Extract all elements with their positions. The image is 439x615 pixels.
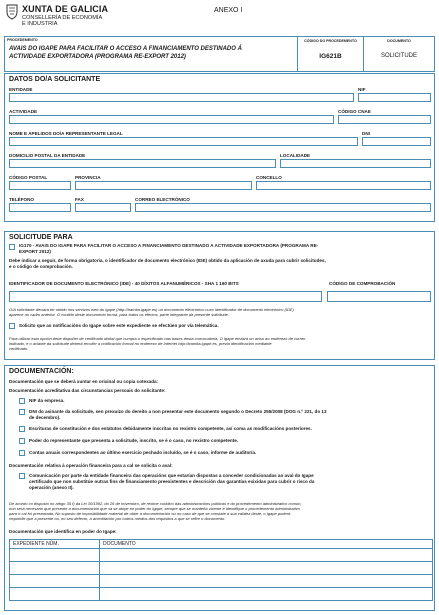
doc-nif-label: NIF da empresa. xyxy=(29,398,65,403)
documento-cell[interactable] xyxy=(100,549,433,562)
documento-cell[interactable] xyxy=(100,588,433,601)
expediente-cell[interactable] xyxy=(10,549,100,562)
council-field[interactable] xyxy=(256,181,431,190)
procedure-code-value: IG621B xyxy=(319,53,342,60)
province-field[interactable] xyxy=(75,181,252,190)
doc-dni-checkbox[interactable] xyxy=(19,409,25,415)
declaration-note-line-1: O/A solicitante declara ter obtido nos servizos web do Igape (http://tramita.igape.es) un documento electrónico cuxo identificador de documento electrónico (IDE) xyxy=(9,307,294,312)
phone-field[interactable] xyxy=(9,203,71,212)
documento-column-header: DOCUMENTO xyxy=(100,540,433,549)
table-row xyxy=(10,588,433,601)
telematic-note-line-3: certificado. xyxy=(9,346,29,351)
cnae-field[interactable] xyxy=(338,115,431,124)
ig170-option-line-2: EXPORT 2012) xyxy=(19,249,51,254)
bank-communication-line-2: certificado que non substitúe outras fins de financiamento preexistentes e descrición das garantías exixidas para cubrir o risco da xyxy=(29,479,315,484)
phone-label: TELÉFONO xyxy=(9,197,35,202)
entity-label: ENTIDADE xyxy=(9,87,33,92)
address-label: DOMICILIO POSTAL DA ENTIDADE xyxy=(9,153,86,158)
ide-field[interactable] xyxy=(9,291,322,302)
telematic-note-line-2: indicado, e o aviante da solicitude deberá recoller a notificación formal no enderezo de Internet http://tramita.igape.es, previa identificación mediante xyxy=(9,341,272,346)
igape-docs-header-row xyxy=(10,540,433,549)
expediente-column-header: EXPEDIENTE NÚM. xyxy=(10,540,100,549)
igape-docs-table xyxy=(9,539,433,601)
expediente-cell[interactable] xyxy=(10,588,100,601)
legal-note-line-3: para o cal foi presentada. No suposto de imposibilidade material de obter a documentación ou no caso de que se constate a súa validez deste, o Igape poderá xyxy=(9,511,291,516)
doc-power-label: Poder do representante que presenta a solicitude, inscrito, se é o caso, no rexistro competente. xyxy=(29,438,239,443)
financial-docs-heading: Documentación relativa á operación financeira para a cal se solicita o aval: xyxy=(9,463,173,468)
telematic-notification-label: Solicito que as notificacións do Igape sobre este expediente se efectúen por vía telemática. xyxy=(19,323,219,328)
ig170-option-line-1: IG170 - AVAIS DO IGAPE PARA FACILITAR O ACCESO A FINANCIAMENTO DESTINADO A ACTIVIDADE EXPORTADORA (PROGRAMA RE- xyxy=(19,243,319,248)
expediente-cell[interactable] xyxy=(10,575,100,588)
org-name: XUNTA DE GALICIA xyxy=(22,4,109,14)
nif-label: NIF xyxy=(358,87,366,92)
documento-cell[interactable] xyxy=(100,562,433,575)
doc-dni-label xyxy=(29,409,433,421)
documentation-intro: Documentación que se deberá xuntar en orixinal ou copia cotexada: xyxy=(9,379,159,384)
applicant-section xyxy=(4,73,435,222)
procedure-code-label: CÓDIGO DO PROCEDEMENTO xyxy=(304,39,357,43)
telematic-notification-note xyxy=(9,336,433,351)
org-subtitle xyxy=(22,15,142,27)
org-sub-line-2: E INDUSTRIA xyxy=(22,21,58,27)
document-type-label: DOCUMENTO xyxy=(387,39,411,43)
document-type-value: SOLICITUDE xyxy=(380,53,417,59)
ig170-option-text xyxy=(19,243,429,255)
ide-label: IDENTIFICADOR DE DOCUMENTO ELECTRÓNICO (IDE) - 40 DÍXITOS ALFANUMÉRICOS - SHA 1 160 BITS xyxy=(9,281,239,286)
personal-docs-heading: Documentación acreditativa das circunstancias persoais do solicitante: xyxy=(9,388,166,393)
annex-label: ANEXO I xyxy=(214,7,243,14)
legal-note-line-1: De acordo co disposto no artigo 35 f) da Lei 30/1992, do 26 de novembro, de réxime xurídico das administracións públicas e do procedemento administrativo común, xyxy=(9,501,302,506)
doc-deeds-checkbox[interactable] xyxy=(19,426,25,432)
entity-field[interactable] xyxy=(9,93,354,102)
documentation-section xyxy=(4,365,435,611)
legal-note xyxy=(9,501,433,521)
page-header xyxy=(4,3,435,37)
documentation-section-title: DOCUMENTACIÓN: xyxy=(9,368,74,375)
document-type-cell xyxy=(363,37,434,71)
postal-code-field[interactable] xyxy=(9,181,71,190)
procedure-box xyxy=(4,36,435,72)
table-row xyxy=(10,549,433,562)
representative-field[interactable] xyxy=(9,137,358,146)
dni-field[interactable] xyxy=(362,137,431,146)
cnae-label: CÓDIGO CNAE xyxy=(338,109,371,114)
doc-accounts-label: Contas anuais correspondentes ao último exercicio pechado incluído, se é o caso, informe de auditoría. xyxy=(29,450,257,455)
locality-label: LOCALIDADE xyxy=(280,153,311,158)
legal-note-line-2: non será necesario que presente a documentación que xa se atope en poder do Igape, sempre que se manteña vixente e identifique o procedemento administrativo xyxy=(9,506,300,511)
postal-code-label: CÓDIGO POSTAL xyxy=(9,175,48,180)
procedure-label: PROCEDEMENTO xyxy=(7,38,38,42)
doc-accounts-checkbox[interactable] xyxy=(19,450,25,456)
declaration-note xyxy=(9,307,433,317)
ide-instructions-line-1: Debe indicar a seguir, de forma obrigatoria, o identificador de documento electrónico (IDE) obtido da aplicación de axuda para cubrir solicitudes, xyxy=(9,258,326,263)
bank-communication-line-3: operación (anexo II). xyxy=(29,485,74,490)
ide-instructions xyxy=(9,258,433,270)
email-label: CORREO ELECTRÓNICO xyxy=(135,197,190,202)
applicant-section-title: DATOS DO/A SOLICITANTE xyxy=(9,76,101,83)
doc-bank-communication-checkbox[interactable] xyxy=(19,473,25,479)
table-row xyxy=(10,575,433,588)
ide-instructions-line-2: e o código de comprobación. xyxy=(9,264,73,269)
table-row xyxy=(10,562,433,575)
declaration-note-line-2: aparece no cadro anterior. O contido deste documento forma, para todos os efectos, parte integrante da presente solicitude. xyxy=(9,312,229,317)
activity-label: ACTIVIDADE xyxy=(9,109,38,114)
documento-cell[interactable] xyxy=(100,575,433,588)
request-section xyxy=(4,231,435,360)
doc-dni-line-2: de decembro). xyxy=(29,415,61,420)
telematic-notification-checkbox[interactable] xyxy=(9,323,15,329)
expediente-cell[interactable] xyxy=(10,562,100,575)
verification-code-field[interactable] xyxy=(327,291,431,302)
representative-label: NOME E APELIDOS DO/A REPRESENTANTE LEGAL xyxy=(9,131,123,136)
province-label: PROVINCIA xyxy=(75,175,101,180)
xunta-logo-icon xyxy=(5,4,19,20)
org-sub-line-1: CONSELLERÍA DE ECONOMÍA xyxy=(22,15,103,21)
activity-field[interactable] xyxy=(9,115,334,124)
bank-communication-line-1: Comunicación por parte da entidade financeira das operacións que estarían dispostas a conceder condicionadas ao aval do Igape xyxy=(29,473,314,478)
telematic-note-line-1: Para utilizar esta opción debe dispoñer de certificado dixital que cumpra o especificado nas bases desta convocatoria. O Igape enviará un aviso ao enderezo de correo xyxy=(9,336,306,341)
procedure-code-cell xyxy=(297,37,363,71)
council-label: CONCELLO xyxy=(256,175,282,180)
legal-note-line-4: requirirlle que a presente ou, no seu defecto, a acreditación por outros medios dos requisitos a que se refire o documento. xyxy=(9,516,226,521)
verification-code-label: CÓDIGO DE COMPROBACIÓN xyxy=(329,281,396,286)
igape-docs-heading: Documentación que identifica en poder do Igape: xyxy=(9,529,117,534)
doc-dni-line-1: DNI do asinante da solicitude, sen prexuízo do dereito a non presentar este documento segundo o Decreto 255/2008 (DOG n.º 221, do 13 xyxy=(29,409,327,414)
procedure-title: AVAIS DO IGAPE PARA FACILITAR O ACCESO A FINANCIAMENTO DESTINADO Á ACTIVIDADE EXPORTADORA (PROGRAMA RE-EXPORT 2012) xyxy=(9,46,242,60)
ig170-checkbox[interactable] xyxy=(9,244,15,250)
fax-label: FAX xyxy=(75,197,84,202)
address-field[interactable] xyxy=(9,159,276,168)
doc-bank-communication-label xyxy=(29,473,433,491)
doc-nif-checkbox[interactable] xyxy=(19,398,25,404)
dni-label: DNI xyxy=(362,131,370,136)
doc-power-checkbox[interactable] xyxy=(19,438,25,444)
nif-field[interactable] xyxy=(358,93,431,102)
email-field[interactable] xyxy=(135,203,431,212)
request-section-title: SOLICITUDE PARA xyxy=(9,234,73,241)
fax-field[interactable] xyxy=(75,203,131,212)
doc-deeds-label: Escrituras de constitución e dos estatutos debidamente inscritas no rexistro competente, así coma as modificacións posteriores. xyxy=(29,426,312,431)
locality-field[interactable] xyxy=(280,159,431,168)
